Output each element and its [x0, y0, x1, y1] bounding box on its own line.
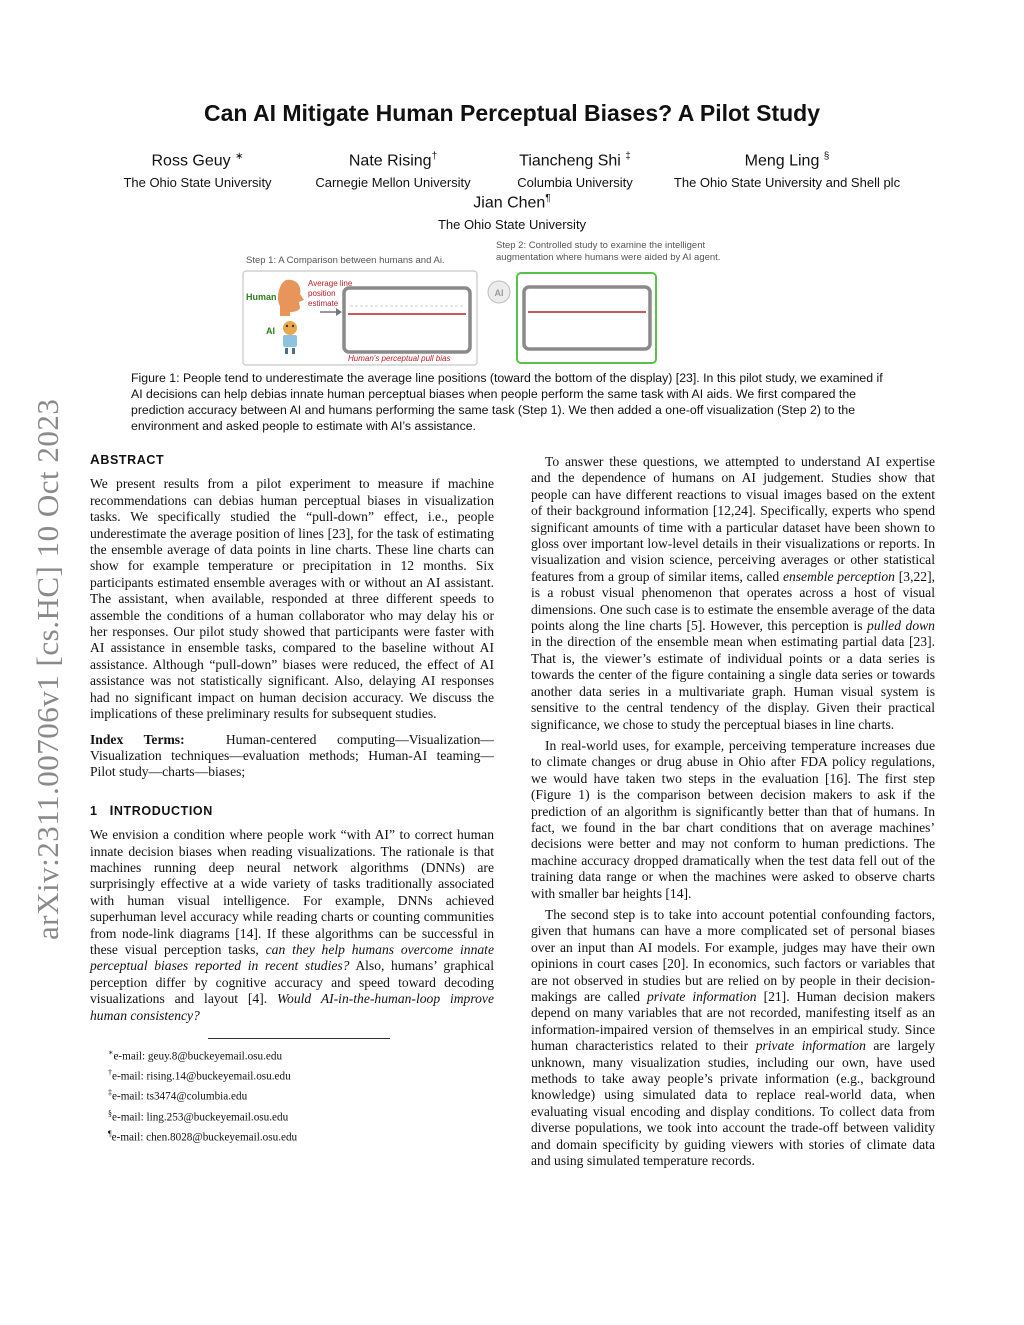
body-paragraph: To answer these questions, we attempted to understand AI expertise and the dependence of humans on AI judgement. Studies show that people can have different reactions to visual images based on the extent of their background information [12,24]. Specifically, experts who spend significant amounts of time with a particular dataset have been shown to gloss over important low-level details in their visualizations or reports. In visualization and vision science, perceiving averages or other statistical features from a group of similar items, called ensemble perception [3,22], is a robust visual phenomenon that operates across a host of visual dimensions. One such case is to estimate the ensemble average of the data points along the line charts [5]. However, this perception is pulled down in the direction of the ensemble mean when estimating partial data [23]. That is, the viewer’s estimate of individual points or a data series is towards the center of the figure containing a single data series or towards another data series in a multivariate graph. Human visual system is sensitive to the central tendency of the display. Given their practical significance, we chose to study the perceptual biases in line charts.: [531, 454, 935, 732]
step2-label-line1: Step 2: Controlled study to examine the intelligent: [496, 240, 706, 251]
body-paragraph: The second step is to take into account potential confounding factors, given that humans can have a more complicated set of personal biases over an input than AI models. For example, judges may have their own opinions in court cases [20]. In economics, such factors or variables that are not observed in studies but are relied on by people in their decision-makings are called private information [21]. Human decision makers depend on many variables that are not recorded, manifesting itself as an information-impaired version of themselves in an empirical study. Since human characteristics related to their private information are largely unknown, many visualization studies, including our own, have used methods to take away people’s private information (e.g., background knowledge) using simulated data to replace real-world data, when evaluating visual encoding and display conditions. To collect data from diverse populations, we took into account the trade-off between validity and domain specificity by guiding viewers with stories of climate data and using simulated temperature records.: [531, 906, 936, 1169]
avg-line-label-3: estimate: [308, 299, 339, 308]
author-affiliation: Columbia University: [517, 175, 633, 191]
figure-caption: Figure 1: People tend to underestimate the average line positions (toward the bottom of the display) [23]. In this pilot study, we examined if AI decisions can help debias innate human perceptual biases when people perform the same task with AI aids. We first compared the prediction accuracy between AI and humans performing the same task (Step 1). We then added a one-off visualization (Step 2) to the environment and asked people to estimate with AI’s assistance.: [131, 371, 883, 433]
abstract-text: We present results from a pilot experiment to measure if machine recommendations can debias human perceptual biases in visualization tasks. We specifically studied the “pull-down” effect, i.e., people underestimate the average position of lines [23], for the task of estimating the ensemble average of data points in line charts. These line charts can show for example temperature or precipitation in 12 months. Six participants estimated ensemble averages with or without an AI assistant. The assistant, when available, responded at three different speeds to assemble the conditions of a human collaborator who may delay his or her responses. Our pilot study showed that participants were faster with AI assistance in ensemble tasks, compared to the baseline without AI assistance. Although “pull-down” biases were reduced, the effect of AI assistance was not statistically significant. Also, delaying AI responses had no significant impact on human decision accuracy. We discuss the implications of these preliminary results for subsequent studies.: [90, 476, 494, 722]
index-terms: [90, 732, 494, 781]
author-block: [303, 146, 483, 192]
author-name: Jian Chen: [473, 194, 546, 212]
footnote-item: §e-mail: ling.253@buckeyemail.osu.edu: [108, 1108, 289, 1124]
step2-chart-frame: [524, 287, 650, 349]
author-affiliation: The Ohio State University: [437, 217, 587, 233]
index-terms-label: Index Terms:: [90, 731, 185, 747]
author-mark: §: [823, 151, 830, 162]
author-block: [412, 188, 612, 234]
author-name: Meng Ling: [744, 152, 820, 170]
footnotes: [90, 1045, 494, 1146]
figure-1: [240, 236, 740, 370]
author-mark: ¶: [545, 193, 551, 204]
ai-label: AI: [266, 326, 275, 336]
author-name: Ross Geuy: [151, 152, 231, 170]
step2-label-line2: augmentation where humans were aided by AI agent.: [496, 252, 721, 263]
right-column: [531, 454, 935, 1174]
footnote-item: ‡e-mail: ts3474@columbia.edu: [108, 1088, 248, 1104]
index-terms-text: Human-centered computing—Visualization—Visualization techniques—evaluation methods; Human-AI teaming—Pilot study—charts—biases;: [90, 731, 495, 780]
author-name: Tiancheng Shi: [519, 152, 621, 170]
footnote-divider: [208, 1038, 390, 1039]
author-mark: ‡: [625, 151, 631, 162]
left-column: [90, 452, 494, 1146]
abstract-heading: ABSTRACT: [90, 452, 165, 467]
arxiv-identifier-stamp: arXiv:2311.00706v1 [cs.HC] 10 Oct 2023: [30, 398, 65, 940]
author-name: Nate Rising: [348, 152, 432, 170]
introduction-paragraph: We envision a condition where people work “with AI” to correct human innate decision biases when reading visualizations. The rationale is that machines running deep neural network algorithms (DNNs) are surprisingly effective at a wide variety of tasks traditionally associated with human visual intelligence. For example, DNNs achieved superhuman level accuracy while reading charts or counting communities from node-link diagrams [14]. If these algorithms can be successful in these visual perception tasks, can they help humans overcome innate perceptual biases reported in recent studies? Also, humans’ graphical perception differ by cognitive accuracy and speed toward decoding visualizations and layout [4]. Would AI-in-the-human-loop improve human consistency?: [90, 827, 494, 1023]
author-affiliation: The Ohio State University and Shell plc: [673, 175, 901, 191]
author-block: [110, 146, 285, 192]
author-mark: ∗: [235, 151, 244, 162]
paper-title: Can AI Mitigate Human Perceptual Biases? A Pilot Study: [203, 100, 820, 126]
footnote-item: ¶e-mail: chen.8028@buckeyemail.osu.edu: [108, 1128, 298, 1144]
author-block: [664, 146, 910, 192]
avg-line-label-1: Average line: [308, 279, 353, 288]
body-paragraph: In real-world uses, for example, perceiving temperature increases due to climate changes or drug abuse in Ohio after FDA policy regulations, we would have taken two steps in the evaluation [16]. The first step (Figure 1) is the comparison between decision makers to ask if the prediction of an algorithm is significantly better than that of humans. In fact, we found in the bar chart conditions that on average machines’ decisions were better and may not conform to human predictions. The machine accuracy dropped dramatically when the test data fell out of the training data range or when the machines were asked to observe charts with smaller bar heights [14].: [531, 737, 935, 901]
footnote-item: ∗e-mail: geuy.8@buckeyemail.osu.edu: [108, 1048, 283, 1063]
introduction-heading: 1 INTRODUCTION: [90, 802, 213, 818]
author-affiliation: Carnegie Mellon University: [315, 175, 471, 191]
step1-label: Step 1: A Comparison between humans and Ai.: [246, 255, 445, 266]
ai-badge-text: AI: [494, 288, 504, 298]
author-affiliation: The Ohio State University: [123, 175, 272, 191]
step1-chart-frame: [344, 288, 470, 352]
figure-1-illustration: [240, 236, 740, 370]
pull-bias-label: Human's perceptual pull bias: [348, 354, 451, 363]
author-block: [497, 146, 653, 192]
human-label: Human: [246, 292, 277, 302]
author-mark: †: [431, 151, 438, 162]
ai-assistant-badge-icon: [488, 281, 510, 303]
avg-line-label-2: position: [308, 289, 336, 298]
footnote-item: †e-mail: rising.14@buckeyemail.osu.edu: [108, 1068, 291, 1083]
